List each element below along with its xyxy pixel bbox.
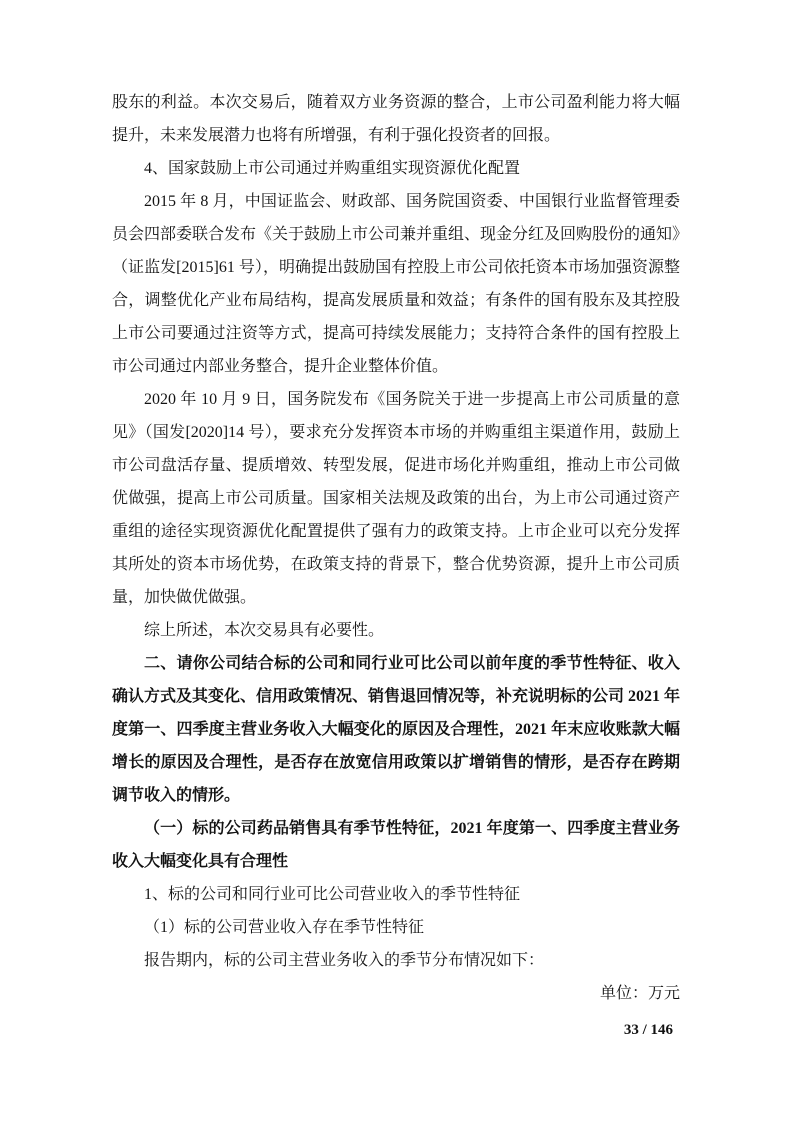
subsection-heading-1: （一）标的公司药品销售具有季节性特征，2021 年度第一、四季度主营业务收入大幅变化具有合理性 <box>112 820 680 870</box>
page-number: 33 / 146 <box>623 1022 673 1038</box>
paragraph-policy-2015: 2015 年 8 月，中国证监会、财政部、国务院国资委、中国银行业监督管理委员会四部委联合发布《关于鼓励上市公司兼并重组、现金分红及回购股份的通知》（证监发[2015]61 号），明确提出鼓励国有控股上市公司依托资本市场加强资源整合，调整优化产业布局结构，提高发展质量和效益；有条件的国有股东及其控股上市公司要通过注资等方式，提高可持续发展能力；支持符合条件的国有控股上市公司通过内部业务整合，提升企业整体价值。 <box>112 193 681 375</box>
unit-label: 单位：万元 <box>599 985 680 1002</box>
subheading-point-4: 4、国家鼓励上市公司通过并购重组实现资源优化配置 <box>144 160 521 177</box>
paragraph-policy-2020: 2020 年 10 月 9 日，国务院发布《国务院关于进一步提高上市公司质量的意见》（国发[2020]14 号），要求充分发挥资本市场的并购重组主渠道作用，鼓励上市公司盘活存量、提质增效、转型发展，促进市场化并购重组，推动上市公司做优做强，提高上市公司质量。国家相关法规及政策的出台，为上市公司通过资产重组的途径实现资源优化配置提供了强有力的政策支持。上市企业可以充分发挥其所处的资本市场优势，在政策支持的背景下，整合优势资源，提升上市公司质量，加快做优做强。 <box>112 391 680 606</box>
subheading-point-1-1: （1）标的公司营业收入存在季节性特征 <box>144 919 425 936</box>
document-body <box>112 86 680 1010</box>
paragraph-conclusion: 综上所述，本次交易具有必要性。 <box>144 622 385 639</box>
paragraph-continuation: 股东的利益。本次交易后，随着双方业务资源的整合，上市公司盈利能力将大幅提升，未来发展潜力也将有所增强，有利于强化投资者的回报。 <box>112 94 680 144</box>
paragraph-table-intro: 报告期内，标的公司主营业务收入的季节分布情况如下： <box>144 952 545 969</box>
subheading-point-1: 1、标的公司和同行业可比公司营业收入的季节性特征 <box>144 886 521 903</box>
section-heading-question-2: 二、请你公司结合标的公司和同行业可比公司以前年度的季节性特征、收入确认方式及其变化、信用政策情况、销售退回情况等，补充说明标的公司 2021 年度第一、四季度主营业务收入大幅变化的原因及合理性，2021 年末应收账款大幅增长的原因及合理性，是否存在放宽信用政策以扩增销售的情形，是否存在跨期调节收入的情形。 <box>112 655 681 804</box>
